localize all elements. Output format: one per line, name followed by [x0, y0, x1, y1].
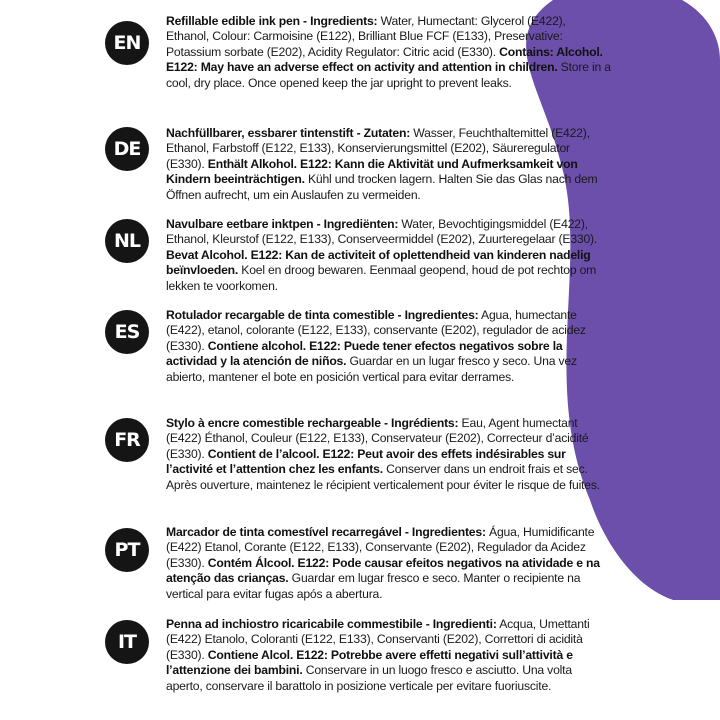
entry-text-nl: [166, 217, 611, 294]
storage-text: Conserver dans un endroit frais et sec. Après ouverture, maintenez le récipient verticalement pour éviter le risque de fuites.: [166, 462, 600, 492]
storage-text: Store in a cool, dry place. Once opened keep the jar upright to prevent leaks.: [166, 60, 611, 90]
warning-text: Enthält Alkohol. E122: Kann die Aktivität und Aufmerksamkeit von Kindern beeinträchtigen.: [166, 156, 578, 187]
ingredients-text: Eau, Agent humectant (E422) Éthanol, Couleur (E122, E133), Conservateur (E202), Correcteur d’acidité (E330).: [166, 416, 589, 461]
product-title: Refillable edible ink pen - Ingredients:: [166, 14, 378, 28]
language-badge-fr: FR: [105, 418, 149, 462]
language-badge-es: ES: [105, 310, 149, 354]
product-title: Rotulador recargable de tinta comestible - Ingredientes:: [166, 308, 479, 322]
warning-text: Contiene alcohol. E122: Puede tener efectos negativos sobre la actividad y la atención de niños.: [166, 338, 563, 369]
ingredients-text: Agua, humectante (E422), etanol, colorante (E122, E133), conservante (E202), regulador de acidez (E330).: [166, 308, 586, 353]
product-title: Marcador de tinta comestível recarregável - Ingredientes:: [166, 525, 486, 539]
product-title: Penna ad inchiostro ricaricabile commestibile - Ingredienti:: [166, 617, 497, 631]
warning-text: Bevat Alcohol. E122: Kan de activiteit of oplettendheid van kinderen nadelig beïnvloeden.: [166, 247, 591, 278]
storage-text: Koel en droog bewaren. Eenmaal geopend, houd de pot rechtop om lekken te voorkomen.: [166, 263, 597, 293]
language-badge-pt: PT: [105, 528, 149, 572]
warning-text: Contém Álcool. E122: Pode causar efeitos negativos na atividade e na atenção das crianças.: [166, 555, 600, 586]
ingredients-text: Wasser, Feuchthaltemittel (E422), Ethanol, Farbstoff (E122, E133), Konservierungsmittel (E202), Säureregulator (E330).: [166, 126, 590, 171]
language-badge-de: DE: [105, 127, 149, 171]
entry-text-it: [166, 617, 611, 694]
entry-text-en: [166, 14, 611, 91]
product-title: Stylo à encre comestible rechargeable - Ingrédients:: [166, 416, 459, 430]
storage-text: Kühl und trocken lagern. Halten Sie das Glas nach dem Öffnen aufrecht, um ein Auslaufen zu vermeiden.: [166, 172, 598, 202]
product-title: Navulbare eetbare inktpen - Ingrediënten:: [166, 217, 399, 231]
storage-text: Guardar en un lugar fresco y seco. Una vez abierto, mantener el bote en posición vertical para evitar derrames.: [166, 354, 577, 384]
warning-text: Contiene Alcol. E122: Potrebbe avere effetti negativi sull’attività e l’attenzione dei bambini.: [166, 647, 573, 678]
entry-text-de: [166, 126, 611, 203]
entry-text-pt: [166, 525, 611, 602]
ingredients-text: Acqua, Umettanti (E422) Etanolo, Coloranti (E122, E133), Conservanti (E202), Correttori di acidità (E330).: [166, 617, 590, 662]
product-title: Nachfüllbarer, essbarer tintenstift - Zutaten:: [166, 126, 411, 140]
entry-text-es: [166, 308, 611, 385]
ingredients-text: Water, Humectant: Glycerol (E422), Ethanol, Colour: Carmoisine (E122), Brilliant Blue FCF (E133), Preservative: Potassium sorbate (E202), Acidity Regulator: Citric acid (E330).: [166, 14, 566, 59]
warning-text: Contient de l’alcool. E122: Peut avoir des effets indésirables sur l’activité et l’attention chez les enfants.: [166, 446, 566, 477]
language-badge-nl: NL: [105, 219, 149, 263]
entry-text-fr: [166, 416, 611, 493]
storage-text: Guardar em lugar fresco e seco. Manter o recipiente na vertical para evitar fugas após a abertura.: [166, 571, 581, 601]
language-badge-en: EN: [105, 21, 149, 65]
storage-text: Conservare in un luogo fresco e asciutto. Una volta aperto, conservare il barattolo in posizione verticale per evitare fuoriuscite.: [166, 663, 572, 693]
ingredients-text: Water, Bevochtigingsmiddel (E422), Ethanol, Kleurstof (E122, E133), Conserveermiddel (E202), Zuurteregelaar (E330).: [166, 217, 598, 247]
ingredients-text: Água, Humidificante (E422) Etanol, Corante (E122, E133), Conservante (E202), Regulador da Acidez (E330).: [166, 525, 595, 570]
warning-text: Contains: Alcohol. E122: May have an adverse effect on activity and attention in children.: [166, 44, 603, 75]
language-badge-it: IT: [105, 620, 149, 664]
